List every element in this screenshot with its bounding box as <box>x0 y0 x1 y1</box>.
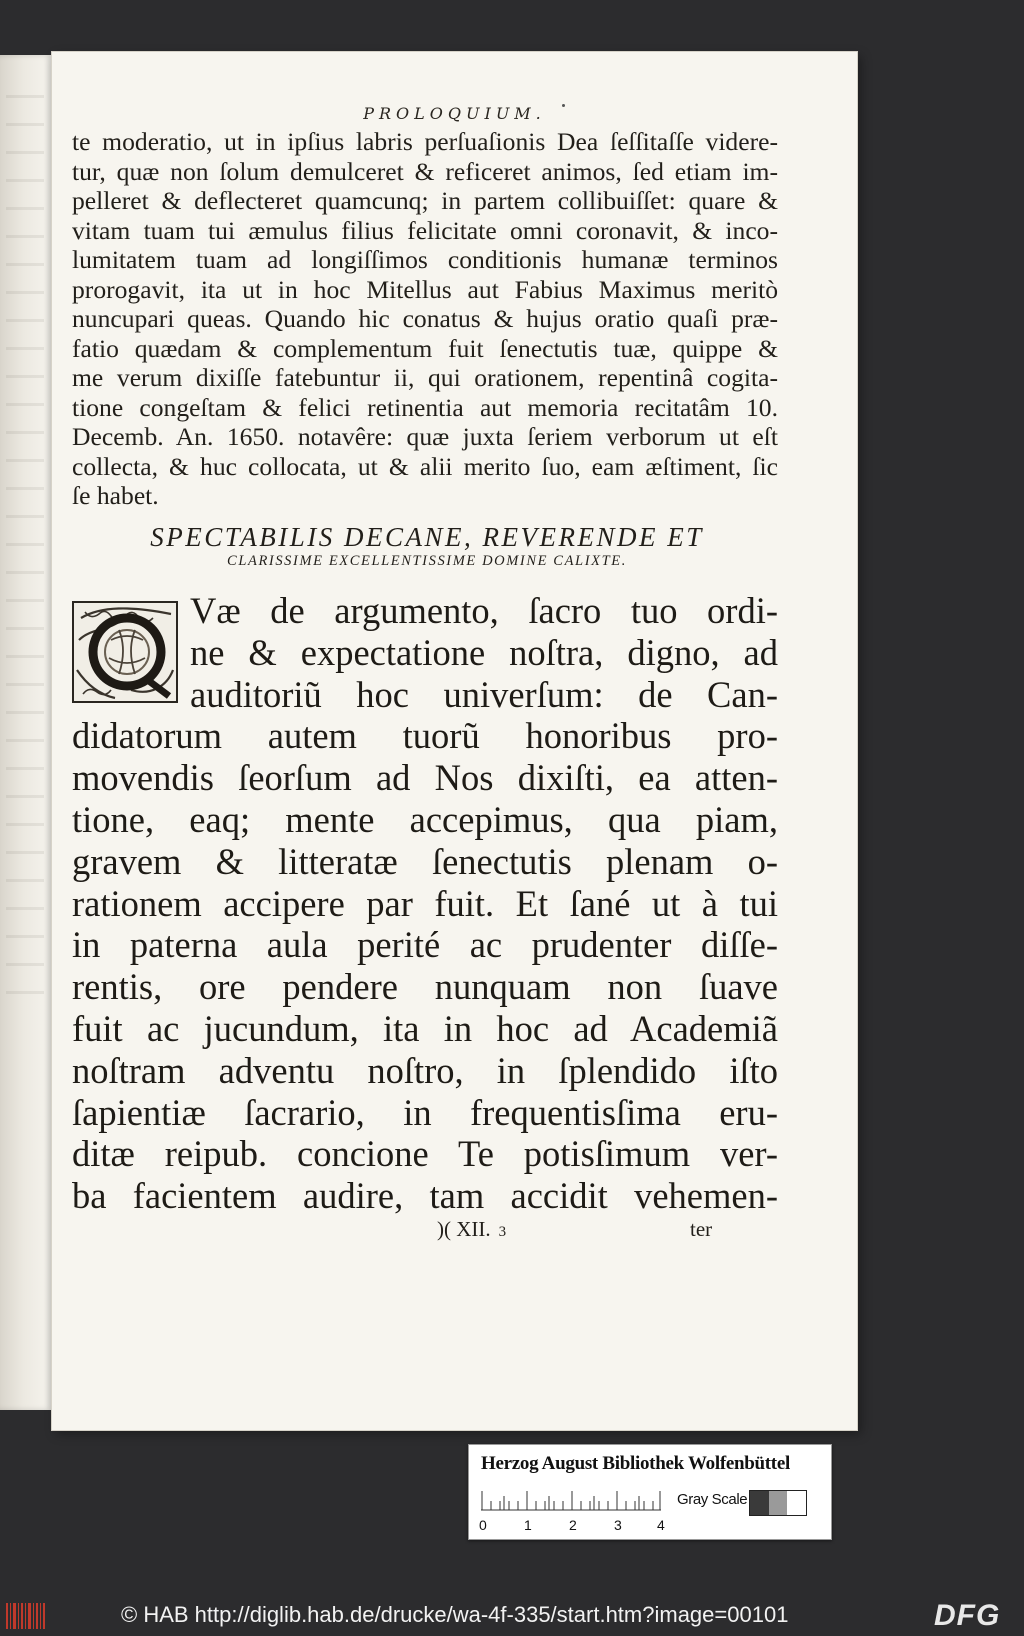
ruler-number: 3 <box>614 1517 622 1533</box>
body-line: fatio quædam & complementum fuit ſenectutis tuæ, quippe & <box>72 333 778 363</box>
body-text <box>72 127 778 511</box>
ruler-number: 0 <box>479 1517 487 1533</box>
body-line: lumitatem tuam ad longiſſimos conditionis humanæ terminos <box>72 245 778 274</box>
main-line: ne & expectatione noſtra, digno, ad <box>190 631 778 673</box>
bleed-through-text <box>6 95 44 995</box>
main-line: fuit ac jucundum, ita in hoc ad Academiã <box>72 1007 778 1049</box>
body-line: prorogavit, ita ut in hoc Mitellus aut Fabius Maximus meritò <box>72 274 778 304</box>
signature-mark <box>437 1217 506 1242</box>
main-line: noſtram adventu noſtro, in ſplendido iſto <box>72 1049 778 1091</box>
body-line: pelleret & deflecteret quamcunq; in partem collibuiſſet: quare & <box>72 186 778 215</box>
ruler-number: 2 <box>569 1517 577 1533</box>
copyright-text: © HAB http://diglib.hab.de/drucke/wa-4f-335/start.htm?image=00101 <box>121 1602 789 1627</box>
address-heading <box>82 522 772 570</box>
signature-number: 3 <box>498 1224 507 1240</box>
main-line: gravem & litteratæ ſenectutis plenam o- <box>72 840 778 882</box>
body-line: me verum dixiſſe fatebuntur ii, qui orationem, repentinâ cogita- <box>72 363 778 392</box>
book-page <box>52 52 857 1430</box>
main-line: ditæ reipub. concione Te potisſimum ver- <box>72 1133 778 1175</box>
main-text <box>72 590 778 1217</box>
library-label-card <box>468 1444 832 1540</box>
catchword: ter <box>690 1217 713 1241</box>
heading-line-1: SPECTABILIS DECANE, REVERENDE ET <box>150 522 704 552</box>
signature-text: )( XII. <box>437 1217 491 1241</box>
ruler-number: 1 <box>524 1517 532 1533</box>
body-line: collecta, & huc collocata, ut & alii merito ſuo, eam æſtiment, ſic <box>72 451 778 481</box>
main-line: ba facientem audire, tam accidit vehemen- <box>72 1175 778 1217</box>
body-line: tione congeſtam & felici retinentia aut memoria recitatâm 10. <box>72 392 778 422</box>
ruler-scale-icon <box>481 1489 661 1511</box>
gray-swatch-mid <box>769 1491 788 1515</box>
main-line: tione, eaq; mente accepimus, qua piam, <box>72 798 778 840</box>
footer-bar <box>0 1596 1024 1636</box>
body-line: tur, quæ non ſolum demulceret & reficeret animos, ſed etiam im- <box>72 156 778 186</box>
gray-swatch-dark <box>750 1491 769 1515</box>
barcode-logo-icon <box>6 1601 46 1631</box>
main-line: Væ de argumento, ſacro tuo ordi- <box>190 590 778 631</box>
body-line: nuncupari queas. Quando hic conatus & hujus oratio quaſi præ- <box>72 304 778 333</box>
left-page-edge <box>0 55 52 1410</box>
heading-line-2: CLARISSIME EXCELLENTISSIME DOMINE CALIXTE. <box>227 553 627 569</box>
gray-scale-label: Gray Scale <box>677 1491 748 1508</box>
main-line: auditoriũ hoc univerſum: de Can- <box>190 673 778 715</box>
ruler-number: 4 <box>657 1517 665 1533</box>
library-name: Herzog August Bibliothek Wolfenbüttel <box>481 1453 790 1474</box>
dfg-logo: DFG <box>934 1599 1001 1632</box>
body-line: vitam tuam tui æmulus filius felicitate omni coronavit, & inco- <box>72 215 778 245</box>
main-line: rentis, ore pendere nunquam non ſuave <box>72 966 778 1008</box>
body-line: Decemb. An. 1650. notavêre: quæ juxta ſeriem verborum ut eſt <box>72 422 778 451</box>
body-line: te moderatio, ut in ipſius labris perſuaſionis Dea ſeſſitaſſe videre- <box>72 127 778 156</box>
main-line: in paterna aula perité ac prudenter diſſe- <box>72 924 778 966</box>
main-line: ſapientiæ ſacrario, in frequentisſima eru- <box>72 1091 778 1133</box>
ruler-numbers <box>479 1517 669 1533</box>
gray-scale-swatch <box>749 1490 807 1516</box>
main-line: movendis ſeorſum ad Nos dixiſti, ea atten- <box>72 757 778 799</box>
gray-swatch-light <box>787 1491 806 1515</box>
body-line: ſe habet. <box>72 481 159 510</box>
running-head: PROLOQUIUM. <box>363 104 546 123</box>
main-line: rationem accipere par fuit. Et ſané ut à tui <box>72 882 778 924</box>
main-line: didatorum autem tuorũ honoribus pro- <box>72 715 778 757</box>
